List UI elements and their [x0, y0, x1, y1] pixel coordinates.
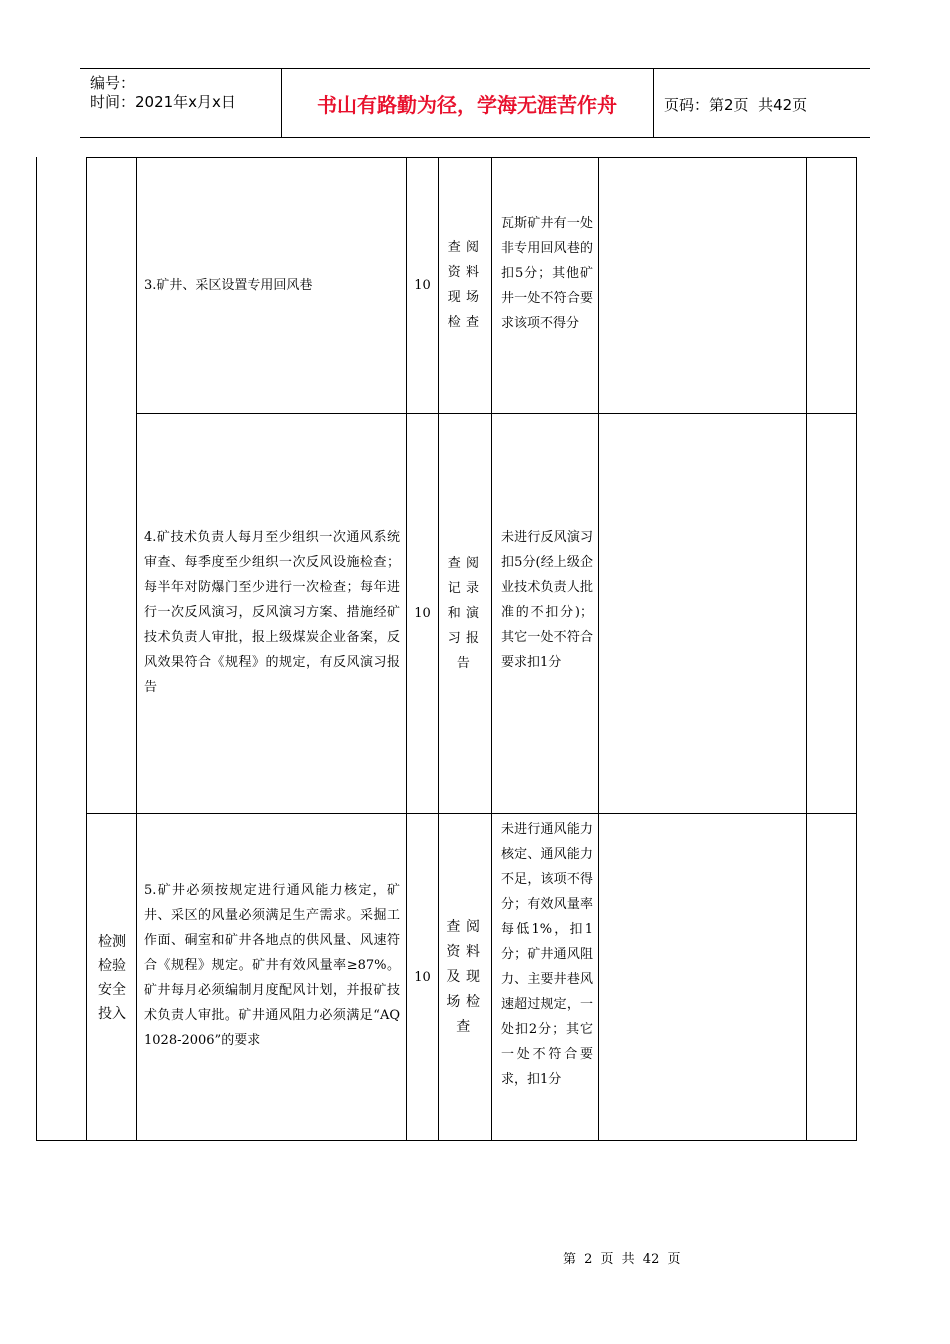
time-label: 时间：2021年x月x日	[90, 93, 236, 111]
table-row-1-method: 查阅资料现场检查	[447, 240, 485, 330]
row-divider	[86, 813, 857, 814]
table-divider	[136, 157, 137, 1141]
table-divider	[86, 157, 87, 1141]
page-header	[80, 68, 870, 138]
table-row-3-method: 查阅资料及现场检查	[446, 919, 486, 1035]
table-row-2-score: 10	[414, 606, 431, 621]
table-divider	[406, 157, 407, 1141]
page-info: 页码：第2页 共42页	[664, 96, 808, 114]
table-row-2-deduction: 未进行反风演习扣5分(经上级企业技术负责人批准的不扣分)；其它一处不符合要求扣1分	[501, 530, 593, 670]
table-row-1-score: 10	[414, 278, 431, 293]
table-border-left	[36, 157, 37, 1141]
table-row-3-category: 检测检验安全投入	[98, 934, 126, 1022]
table-row-2-item: 4.矿技术负责人每月至少组织一次通风系统审查、每季度至少组织一次反风设施检查；每半年对防爆门至少进行一次检查；每年进行一次反风演习，反风演习方案、措施经矿技术负责人审批，报上级煤炭企业备案，反风效果符合《规程》的规定，有反风演习报告	[144, 530, 400, 695]
table-border-right	[856, 157, 857, 1141]
table-border-top	[86, 157, 857, 158]
row-divider	[136, 413, 857, 414]
table-divider	[806, 157, 807, 1141]
motto: 书山有路勤为径，学海无涯苦作舟	[281, 69, 654, 137]
table-row-3-score: 10	[414, 970, 431, 985]
table-border-bottom	[36, 1140, 857, 1141]
table-row-3-deduction: 未进行通风能力核定、通风能力不足，该项不得分；有效风量率每低1%，扣1分；矿井通风阻力、主要井巷风速超过规定，一处扣2分；其它一处不符合要求，扣1分	[501, 822, 593, 1087]
table-row-2-method: 查阅记录和演习报告	[447, 556, 485, 671]
table-divider	[491, 157, 492, 1141]
table-row-1-item: 3.矿井、采区设置专用回风巷	[144, 278, 313, 293]
inspection-table	[36, 157, 857, 1141]
table-row-1-deduction: 瓦斯矿井有一处非专用回风巷的扣5分；其他矿井一处不符合要求该项不得分	[501, 216, 593, 331]
table-divider	[598, 157, 599, 1141]
page-footer: 第 2 页 共 42 页	[563, 1252, 681, 1267]
table-divider	[438, 157, 439, 1141]
number-label: 编号：	[90, 74, 136, 92]
header-meta	[80, 69, 282, 137]
table-row-3-item: 5.矿井必须按规定进行通风能力核定，矿井、采区的风量必须满足生产需求。采掘工作面、硐室和矿井各地点的供风量、风速符合《规程》规定。矿井有效风量率≥87%。矿井每月必须编制月度配风计划，并报矿技术负责人审批。矿井通风阻力必须满足“AQ 1028-2006”的要求	[144, 883, 400, 1048]
